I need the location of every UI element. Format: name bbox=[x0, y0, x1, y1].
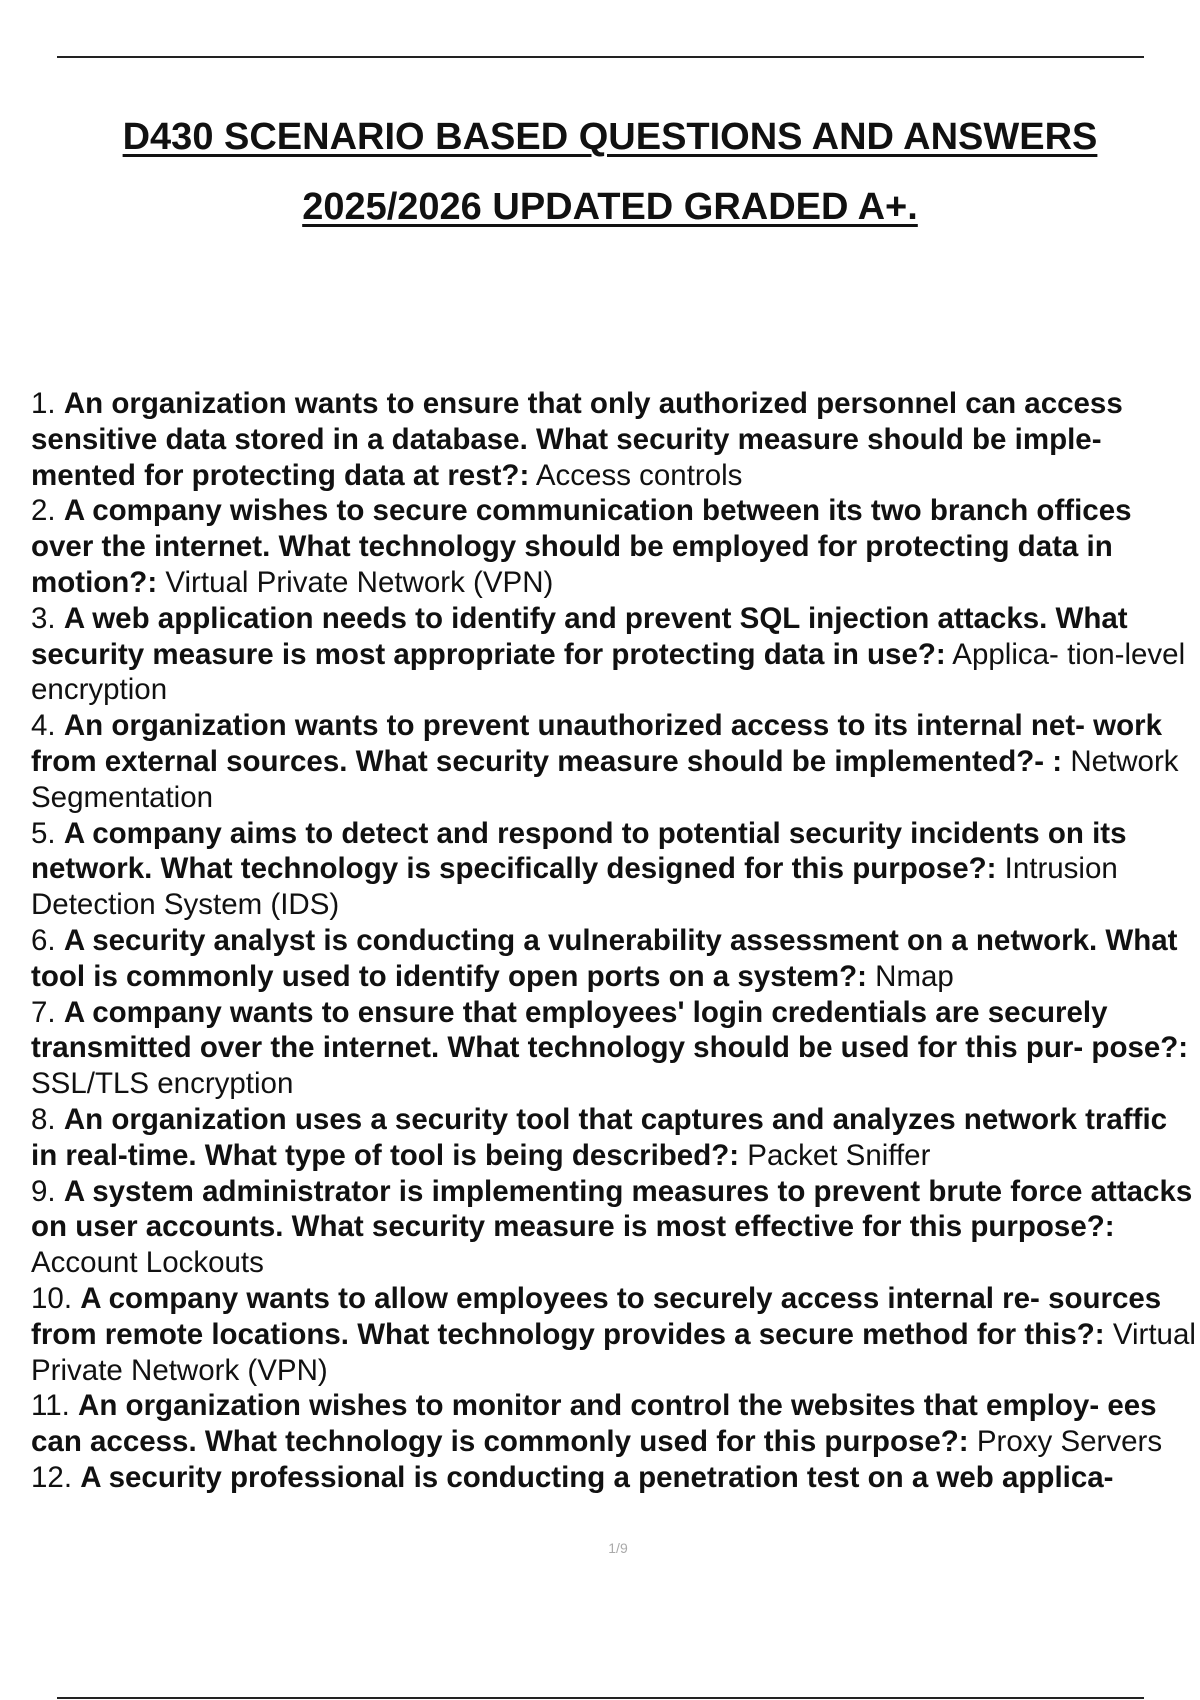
qa-answer: Packet Sniffer bbox=[747, 1138, 931, 1172]
qa-answer: Applica- tion-level encryption bbox=[31, 637, 1186, 707]
qa-item-7 bbox=[31, 995, 1200, 1102]
qa-answer: Access controls bbox=[535, 458, 743, 492]
qa-item-6 bbox=[31, 923, 1200, 995]
qa-number: 3. bbox=[31, 601, 56, 635]
qa-answer: Account Lockouts bbox=[31, 1246, 264, 1280]
qa-question: A company wants to ensure that employees' login credentials are securely transmitted over the internet. What technology should be used for this pur- pose?: bbox=[31, 995, 1189, 1065]
document-title-line2 bbox=[60, 186, 1160, 229]
qa-answer: Virtual Private Network (VPN) bbox=[165, 565, 554, 599]
qa-number: 8. bbox=[31, 1102, 56, 1136]
qa-number: 1. bbox=[31, 387, 56, 420]
qa-number: 7. bbox=[31, 995, 56, 1029]
qa-answer: Virtual Private Network (VPN) bbox=[31, 1317, 1196, 1387]
qa-item-8 bbox=[31, 1102, 1200, 1174]
qa-question: A company wishes to secure communication between its two branch offices over the internet. What technology should be employed for protecting data in motion?: bbox=[31, 494, 1132, 599]
document-title-line1 bbox=[60, 116, 1160, 159]
qa-number: 2. bbox=[31, 494, 56, 528]
qa-question: An organization wants to prevent unauthorized access to its internal net- work from external sources. What security measure should be implemented?- : bbox=[31, 709, 1163, 778]
qa-item-3 bbox=[31, 601, 1200, 708]
qa-answer: Nmap bbox=[875, 959, 954, 993]
qa-answer: Proxy Servers bbox=[976, 1425, 1163, 1459]
qa-question: A security analyst is conducting a vulnerability assessment on a network. What tool is commonly used to identify open ports on a system?: bbox=[31, 923, 1178, 993]
qa-number: 6. bbox=[31, 923, 56, 957]
qa-item-1 bbox=[31, 386, 1200, 493]
qa-question: An organization wishes to monitor and control the websites that employ- ees can access. What technology is commonly used for this purpose?: bbox=[31, 1389, 1157, 1459]
qa-number: 4. bbox=[31, 709, 56, 743]
top-divider bbox=[57, 56, 1144, 58]
qa-question: An organization uses a security tool that captures and analyzes network traffic in real-time. What type of tool is being described?: bbox=[31, 1102, 1168, 1172]
qa-item-11 bbox=[31, 1388, 1200, 1460]
bottom-divider bbox=[57, 1697, 1144, 1699]
qa-question: A company wants to allow employees to securely access internal re- sources from remote locations. What technology provides a secure method for this?: bbox=[31, 1281, 1162, 1351]
qa-answer: Intrusion Detection System (IDS) bbox=[31, 852, 1118, 922]
qa-number: 12. bbox=[31, 1460, 73, 1494]
title-line2-text: 2025/2026 UPDATED GRADED A+. bbox=[302, 186, 918, 228]
qa-item-12 bbox=[31, 1460, 1200, 1496]
qa-item-2 bbox=[31, 493, 1200, 600]
qa-number: 5. bbox=[31, 816, 56, 850]
question-answer-list bbox=[31, 386, 1200, 1496]
title-line1-text: D430 SCENARIO BASED QUESTIONS AND ANSWERS bbox=[122, 116, 1098, 158]
qa-question: A company aims to detect and respond to potential security incidents on its network. What technology is specifically designed for this purpose?: bbox=[31, 816, 1127, 886]
qa-item-10 bbox=[31, 1281, 1200, 1388]
qa-number: 11. bbox=[31, 1389, 70, 1423]
qa-question: An organization wants to ensure that only authorized personnel can access sensitive data stored in a database. What security measure should be imple- mented for protecting data at rest?: bbox=[31, 387, 1123, 492]
qa-item-4 bbox=[31, 708, 1200, 815]
page-indicator: 1/9 bbox=[608, 1540, 628, 1556]
qa-answer: SSL/TLS encryption bbox=[31, 1067, 294, 1101]
qa-item-9 bbox=[31, 1174, 1200, 1281]
qa-number: 10. bbox=[31, 1281, 73, 1315]
qa-question: A security professional is conducting a penetration test on a web applica- bbox=[80, 1460, 1114, 1494]
qa-question: A web application needs to identify and prevent SQL injection attacks. What security measure is most appropriate for protecting data in use?: bbox=[31, 601, 1128, 671]
qa-answer: Network Segmentation bbox=[31, 744, 1179, 814]
qa-question: A system administrator is implementing measures to prevent brute force attacks on user accounts. What security measure is most effective for this purpose?: bbox=[31, 1174, 1193, 1244]
qa-item-5 bbox=[31, 816, 1200, 923]
qa-number: 9. bbox=[31, 1174, 56, 1208]
